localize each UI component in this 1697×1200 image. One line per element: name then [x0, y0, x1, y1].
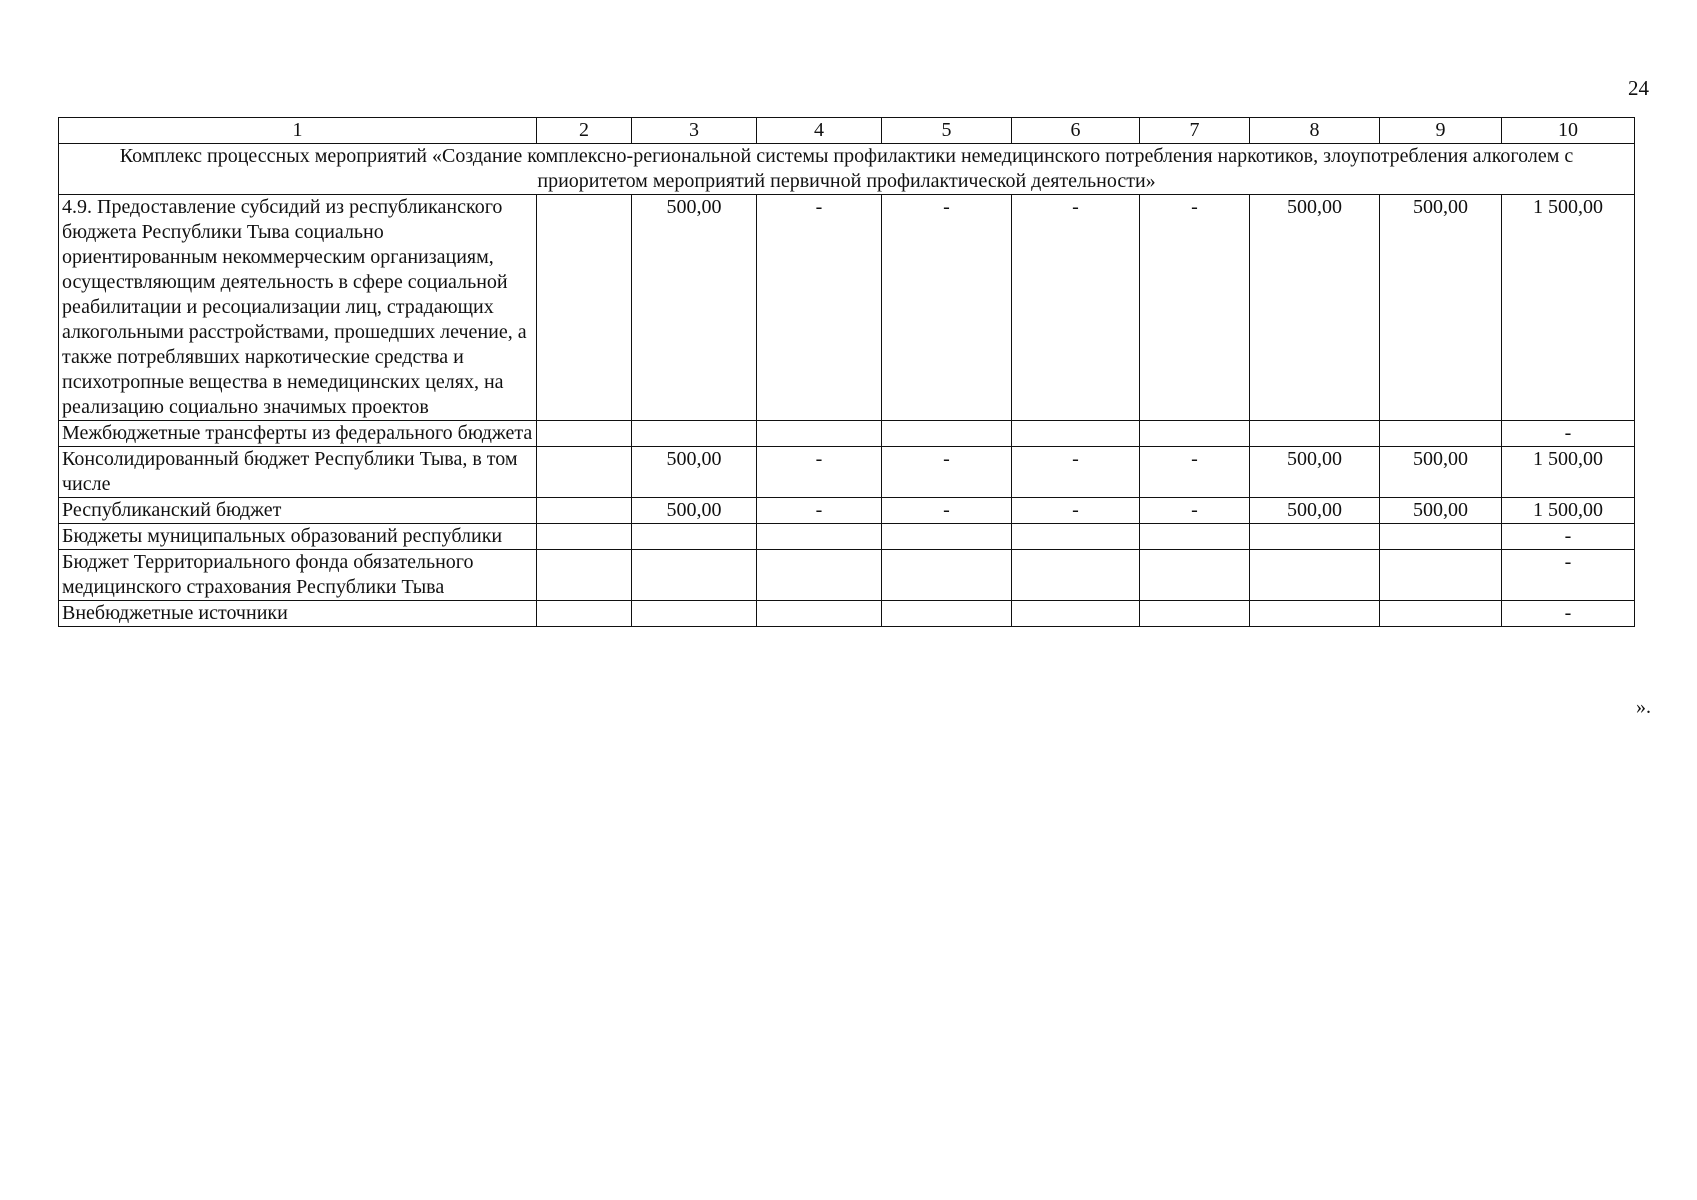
value-cell: 500,00: [1380, 195, 1502, 421]
value-cell: [757, 421, 882, 447]
value-cell: -: [882, 447, 1012, 498]
value-cell: [1250, 421, 1380, 447]
value-cell: 500,00: [1250, 498, 1380, 524]
column-number-cell: 2: [537, 118, 632, 144]
value-cell: [757, 550, 882, 601]
value-cell: [1012, 421, 1140, 447]
value-cell: 1 500,00: [1502, 195, 1635, 421]
value-cell: -: [1502, 550, 1635, 601]
value-cell: 1 500,00: [1502, 447, 1635, 498]
value-cell: 500,00: [632, 498, 757, 524]
column-number-cell: 3: [632, 118, 757, 144]
row-label: Консолидированный бюджет Республики Тыва, в том числе: [59, 447, 537, 498]
value-cell: -: [757, 498, 882, 524]
column-number-cell: 5: [882, 118, 1012, 144]
value-cell: [1380, 524, 1502, 550]
table-row: [59, 195, 1635, 421]
value-cell: -: [1012, 195, 1140, 421]
value-cell: [537, 447, 632, 498]
value-cell: [1380, 601, 1502, 627]
column-number-cell: 1: [59, 118, 537, 144]
value-cell: [1140, 601, 1250, 627]
value-cell: [1012, 524, 1140, 550]
value-cell: [882, 550, 1012, 601]
value-cell: [1140, 421, 1250, 447]
page-number: 24: [1628, 76, 1649, 100]
value-cell: -: [1502, 601, 1635, 627]
value-cell: [632, 601, 757, 627]
value-cell: [1140, 550, 1250, 601]
value-cell: [1380, 421, 1502, 447]
value-cell: [882, 524, 1012, 550]
table-row: [59, 524, 1635, 550]
column-number-cell: 9: [1380, 118, 1502, 144]
column-number-cell: 4: [757, 118, 882, 144]
value-cell: [537, 601, 632, 627]
value-cell: 500,00: [632, 195, 757, 421]
value-cell: -: [1502, 421, 1635, 447]
value-cell: [1250, 550, 1380, 601]
table-row: [59, 550, 1635, 601]
value-cell: [537, 550, 632, 601]
row-label: Бюджеты муниципальных образований республики: [59, 524, 537, 550]
value-cell: 1 500,00: [1502, 498, 1635, 524]
row-label: Межбюджетные трансферты из федерального бюджета: [59, 421, 537, 447]
value-cell: -: [757, 447, 882, 498]
value-cell: [632, 550, 757, 601]
column-number-cell: 7: [1140, 118, 1250, 144]
row-label: Внебюджетные источники: [59, 601, 537, 627]
value-cell: -: [1140, 195, 1250, 421]
value-cell: 500,00: [1380, 447, 1502, 498]
column-number-cell: 10: [1502, 118, 1635, 144]
table-row: [59, 421, 1635, 447]
value-cell: [882, 601, 1012, 627]
value-cell: -: [1140, 447, 1250, 498]
column-number-cell: 6: [1012, 118, 1140, 144]
column-number-cell: 8: [1250, 118, 1380, 144]
value-cell: [882, 421, 1012, 447]
row-label: Бюджет Территориального фонда обязательного медицинского страхования Республики Тыва: [59, 550, 537, 601]
value-cell: [632, 524, 757, 550]
value-cell: -: [757, 195, 882, 421]
column-number-row: [59, 118, 1635, 144]
value-cell: -: [1140, 498, 1250, 524]
budget-table: [58, 117, 1635, 627]
section-row: [59, 144, 1635, 195]
value-cell: -: [882, 195, 1012, 421]
value-cell: 500,00: [1250, 447, 1380, 498]
value-cell: 500,00: [632, 447, 757, 498]
value-cell: [1380, 550, 1502, 601]
value-cell: [1012, 601, 1140, 627]
value-cell: [537, 498, 632, 524]
value-cell: [1250, 601, 1380, 627]
row-label: Республиканский бюджет: [59, 498, 537, 524]
value-cell: -: [882, 498, 1012, 524]
value-cell: [1140, 524, 1250, 550]
value-cell: [537, 524, 632, 550]
value-cell: [757, 524, 882, 550]
row-label: 4.9. Предоставление субсидий из республиканского бюджета Республики Тыва социально ориентированным некоммерческим организациям, осуществляющим деятельность в сфере социальной реабилитации и ресоциализации лиц, страдающих алкогольными расстройствами, прошедших лечение, а также потреблявших наркотические средства и психотропные вещества в немедицинских целях, на реализацию социально значимых проектов: [59, 195, 537, 421]
value-cell: -: [1502, 524, 1635, 550]
value-cell: [1012, 550, 1140, 601]
section-title: Комплекс процессных мероприятий «Создание комплексно-региональной системы профилактики немедицинского потребления наркотиков, злоупотребления алкоголем с приоритетом мероприятий первичной профилактической деятельности»: [59, 144, 1635, 195]
table-row: [59, 601, 1635, 627]
value-cell: [537, 421, 632, 447]
closing-mark: ».: [1636, 696, 1651, 718]
table-row: [59, 498, 1635, 524]
value-cell: -: [1012, 447, 1140, 498]
value-cell: [537, 195, 632, 421]
value-cell: [632, 421, 757, 447]
table-row: [59, 447, 1635, 498]
value-cell: 500,00: [1250, 195, 1380, 421]
value-cell: 500,00: [1380, 498, 1502, 524]
value-cell: [757, 601, 882, 627]
value-cell: [1250, 524, 1380, 550]
value-cell: -: [1012, 498, 1140, 524]
